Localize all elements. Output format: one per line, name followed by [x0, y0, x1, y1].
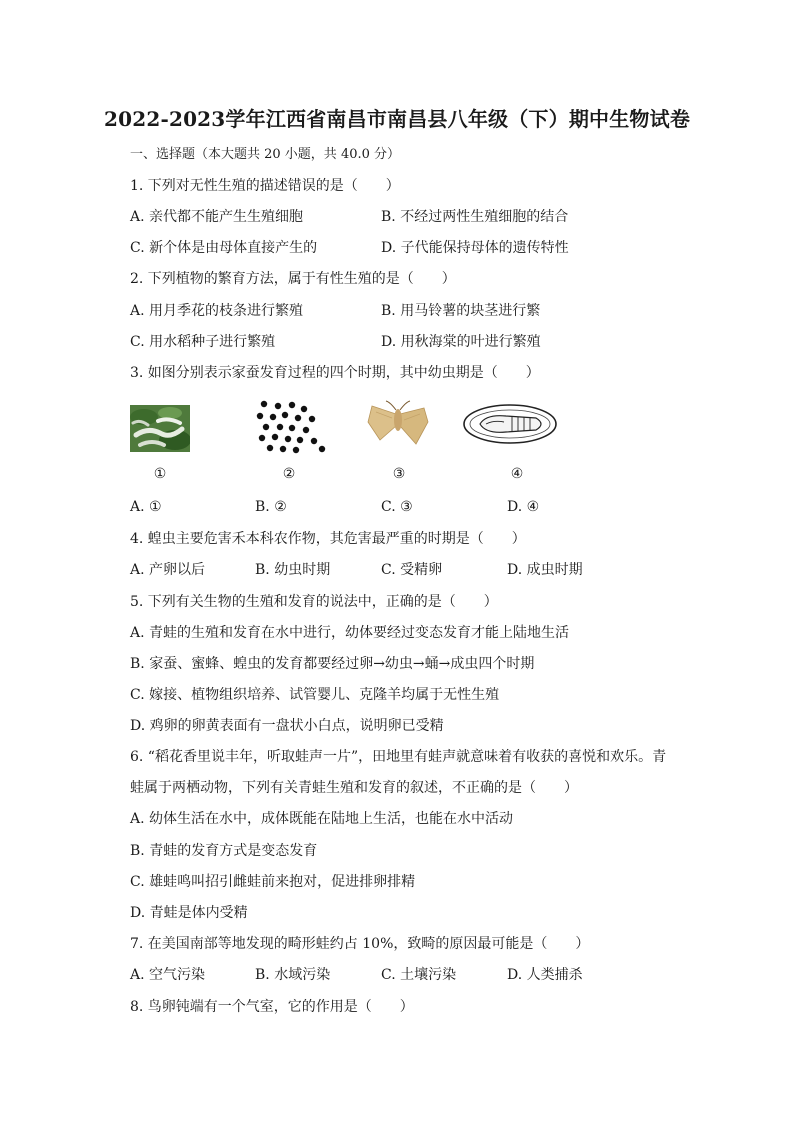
silkworm-pupa-icon [462, 402, 558, 446]
question-3-option-c: C. ③ [381, 499, 413, 515]
question-5-option-a: A. 青蛙的生殖和发育在水中进行，幼体要经过变态发育才能上陆地生活 [130, 625, 570, 641]
question-1-option-c: C. 新个体是由母体直接产生的 [130, 240, 318, 256]
question-6-option-a: A. 幼体生活在水中，成体既能在陆地上生活，也能在水中活动 [130, 811, 514, 827]
question-7-option-c: C. 土壤污染 [381, 967, 457, 983]
figure-label-3: ③ [392, 466, 406, 482]
silkworm-moth-icon [366, 400, 430, 450]
question-3-stem: 3. 如图分别表示家蚕发育过程的四个时期，其中幼虫期是（ ） [130, 365, 540, 381]
question-4-option-b: B. 幼虫时期 [255, 562, 331, 578]
figure-label-2: ② [282, 466, 296, 482]
question-6-option-b: B. 青蛙的发育方式是变态发育 [130, 843, 318, 859]
question-6-stem-line-2: 蛙属于两栖动物，下列有关青蛙生殖和发育的叙述，不正确的是（ ） [130, 780, 578, 796]
question-4-option-c: C. 受精卵 [381, 562, 443, 578]
question-7-option-a: A. 空气污染 [130, 967, 206, 983]
question-3-option-d: D. ④ [507, 499, 540, 515]
question-2-option-c: C. 用水稻种子进行繁殖 [130, 334, 276, 350]
question-4-option-d: D. 成虫时期 [507, 562, 583, 578]
question-4-stem: 4. 蝗虫主要危害禾本科农作物，其危害最严重的时期是（ ） [130, 531, 526, 547]
question-3-option-b: B. ② [255, 499, 287, 515]
silkworm-eggs-icon [252, 400, 328, 456]
silkworm-larvae-photo-icon [130, 405, 190, 452]
question-2-option-d: D. 用秋海棠的叶进行繁殖 [381, 334, 541, 350]
question-6-option-c: C. 雄蛙鸣叫招引雌蛙前来抱对，促进排卵排精 [130, 874, 416, 890]
question-3-option-a: A. ① [130, 499, 162, 515]
question-5-stem: 5. 下列有关生物的生殖和发育的说法中，正确的是（ ） [130, 594, 498, 610]
figure-label-4: ④ [510, 466, 524, 482]
section-header: 一、选择题（本大题共 20 小题，共 40.0 分） [130, 147, 401, 162]
question-7-option-b: B. 水域污染 [255, 967, 331, 983]
question-5-option-c: C. 嫁接、植物组织培养、试管婴儿、克隆羊均属于无性生殖 [130, 687, 500, 703]
question-4-option-a: A. 产卵以后 [130, 562, 206, 578]
figure-label-1: ① [153, 466, 167, 482]
question-6-stem-line-1: 6. “稻花香里说丰年，听取蛙声一片”，田地里有蛙声就意味着有收获的喜悦和欢乐。青 [130, 749, 667, 765]
question-5-option-d: D. 鸡卵的卵黄表面有一盘状小白点，说明卵已受精 [130, 718, 444, 734]
question-7-stem: 7. 在美国南部等地发现的畸形蛙约占 10%，致畸的原因最可能是（ ） [130, 936, 590, 952]
exam-title: 2022-2023学年江西省南昌市南昌县八年级（下）期中生物试卷 [103, 107, 691, 131]
question-1-option-b: B. 不经过两性生殖细胞的结合 [381, 209, 569, 225]
question-1-option-d: D. 子代能保持母体的遗传特性 [381, 240, 569, 256]
question-2-stem: 2. 下列植物的繁育方法，属于有性生殖的是（ ） [130, 271, 456, 287]
question-7-option-d: D. 人类捕杀 [507, 967, 583, 983]
question-1-stem: 1. 下列对无性生殖的描述错误的是（ ） [130, 178, 400, 194]
question-5-option-b: B. 家蚕、蜜蜂、蝗虫的发育都要经过卵→幼虫→蛹→成虫四个时期 [130, 656, 535, 672]
question-2-option-b: B. 用马铃薯的块茎进行繁 [381, 303, 541, 319]
question-8-stem: 8. 鸟卵钝端有一个气室，它的作用是（ ） [130, 999, 414, 1015]
question-1-option-a: A. 亲代都不能产生生殖细胞 [130, 209, 304, 225]
question-2-option-a: A. 用月季花的枝条进行繁殖 [130, 303, 304, 319]
question-6-option-d: D. 青蛙是体内受精 [130, 905, 248, 921]
